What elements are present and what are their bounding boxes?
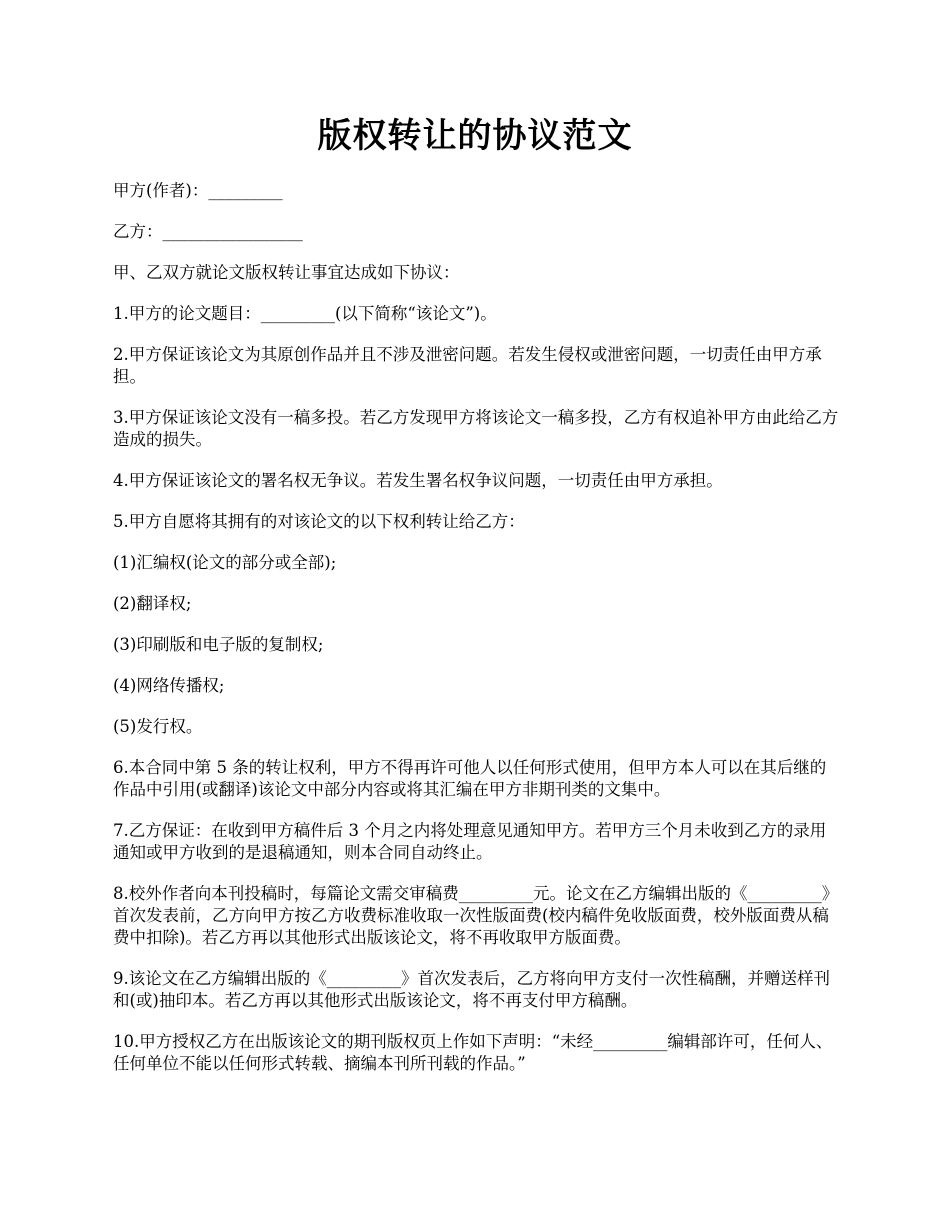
document-body — [113, 180, 841, 1094]
clause-10: 10.甲方授权乙方在出版该论文的期刊版权页上作如下声明：“未经_________编辑部许可，任何人、任何单位不能以任何形式转载、摘编本刊所刊载的作品。” — [113, 1032, 833, 1073]
clause-5-item-3: (3)印刷版和电子版的复制权; — [113, 635, 324, 654]
clause-7: 7.乙方保证：在收到甲方稿件后 3 个月之内将处理意见通知甲方。若甲方三个月未收到乙方的录用通知或甲方收到的是退稿通知，则本合同自动终止。 — [113, 821, 827, 862]
clause-3: 3.甲方保证该论文没有一稿多投。若乙方发现甲方将该论文一稿多投，乙方有权追补甲方由此给乙方造成的损失。 — [113, 408, 839, 449]
clause-5-item-2: (2)翻译权; — [113, 594, 192, 613]
party-a-line: 甲方(作者)：_________ — [113, 181, 283, 200]
clause-6: 6.本合同中第 5 条的转让权利，甲方不得再许可他人以任何形式使用，但甲方本人可以在其后继的作品中引用(或翻译)该论文中部分内容或将其汇编在甲方非期刊类的文集中。 — [113, 758, 827, 799]
clause-5-item-5: (5)发行权。 — [113, 717, 203, 736]
clause-5-item-4: (4)网络传播权; — [113, 676, 225, 695]
clause-8: 8.校外作者向本刊投稿时，每篇论文需交审稿费_________元。论文在乙方编辑出版的《_________》首次发表前，乙方向甲方按乙方收费标准收取一次性版面费(校内稿件免收版面费，校外版面费从稿费中扣除)。若乙方再以其他形式出版该论文，将不再收取甲方版面费。 — [113, 884, 839, 947]
clause-9: 9.该论文在乙方编辑出版的《_________》首次发表后，乙方将向甲方支付一次性稿酬，并赠送样刊和(或)抽印本。若乙方再以其他形式出版该论文，将不再支付甲方稿酬。 — [113, 969, 830, 1010]
clause-5-item-1: (1)汇编权(论文的部分或全部); — [113, 553, 337, 572]
clause-2: 2.甲方保证该论文为其原创作品并且不涉及泄密问题。若发生侵权或泄密问题，一切责任由甲方承担。 — [113, 345, 822, 386]
document-title: 版权转让的协议范文 — [317, 116, 633, 156]
party-b-line: 乙方：_________________ — [113, 222, 303, 241]
clause-1: 1.甲方的论文题目：_________(以下简称“该论文”)。 — [113, 304, 497, 323]
clause-5: 5.甲方自愿将其拥有的对该论文的以下权利转让给乙方： — [113, 512, 525, 531]
agreement-intro: 甲、乙双方就论文版权转让事宜达成如下协议： — [113, 263, 460, 282]
clause-4: 4.甲方保证该论文的署名权无争议。若发生署名权争议问题，一切责任由甲方承担。 — [113, 471, 723, 490]
